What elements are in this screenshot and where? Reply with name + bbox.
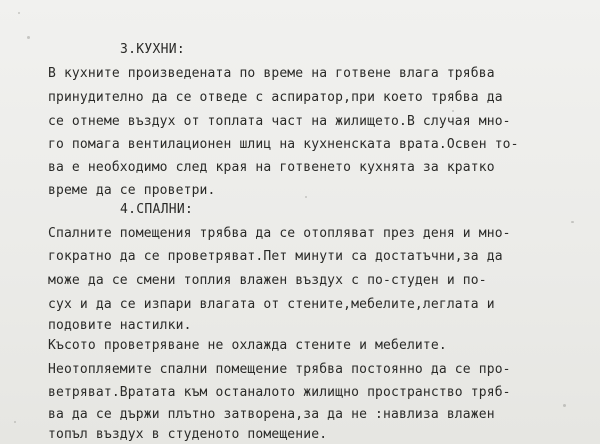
bedrooms-line: подовите настилки.	[48, 318, 192, 333]
bedrooms-line: ва да се държи плътно затворена,за да не :навлиза влажен	[48, 407, 495, 422]
bedrooms-line: топъл въздух в студеното помещение.	[48, 427, 328, 442]
kitchens-line: време да се проветри.	[48, 183, 216, 198]
bedrooms-line: гократно да се проветряват.Пет минути са достатъчни,за да	[48, 249, 503, 264]
kitchens-line: се отнеме въздух от топлата част на жилището.В случая мно-	[48, 114, 511, 129]
section-heading-kitchens: 3.КУХНИ:	[120, 42, 186, 57]
bedrooms-line: Неотопляемите спални помещение трябва постоянно да се про-	[48, 362, 511, 377]
section-heading-bedrooms: 4.СПАЛНИ:	[120, 202, 194, 217]
bedrooms-line: може да се смени топлия влажен въздух с по-студен и по-	[48, 273, 487, 288]
bedrooms-line: Късото проветряване не охлажда стените и мебелите.	[48, 338, 447, 353]
bedrooms-line: сух и да се изпари влагата от стените,мебелите,леглата и	[48, 297, 495, 312]
bedrooms-line: ветряват.Вратата към останалото жилищно пространство тряб-	[48, 385, 511, 400]
kitchens-line: В кухните произведената по време на готвене влага трябва	[48, 66, 495, 81]
kitchens-line: ва е необходимо след края на готвенето кухнята за кратко	[48, 160, 495, 175]
kitchens-line: го помага вентилационен шлиц на кухненската врата.Освен то-	[48, 137, 519, 152]
bedrooms-line: Спалните помещения трябва да се отопляват през деня и мно-	[48, 226, 511, 241]
kitchens-line: принудително да се отведе с аспиратор,при което трябва да	[48, 90, 503, 105]
